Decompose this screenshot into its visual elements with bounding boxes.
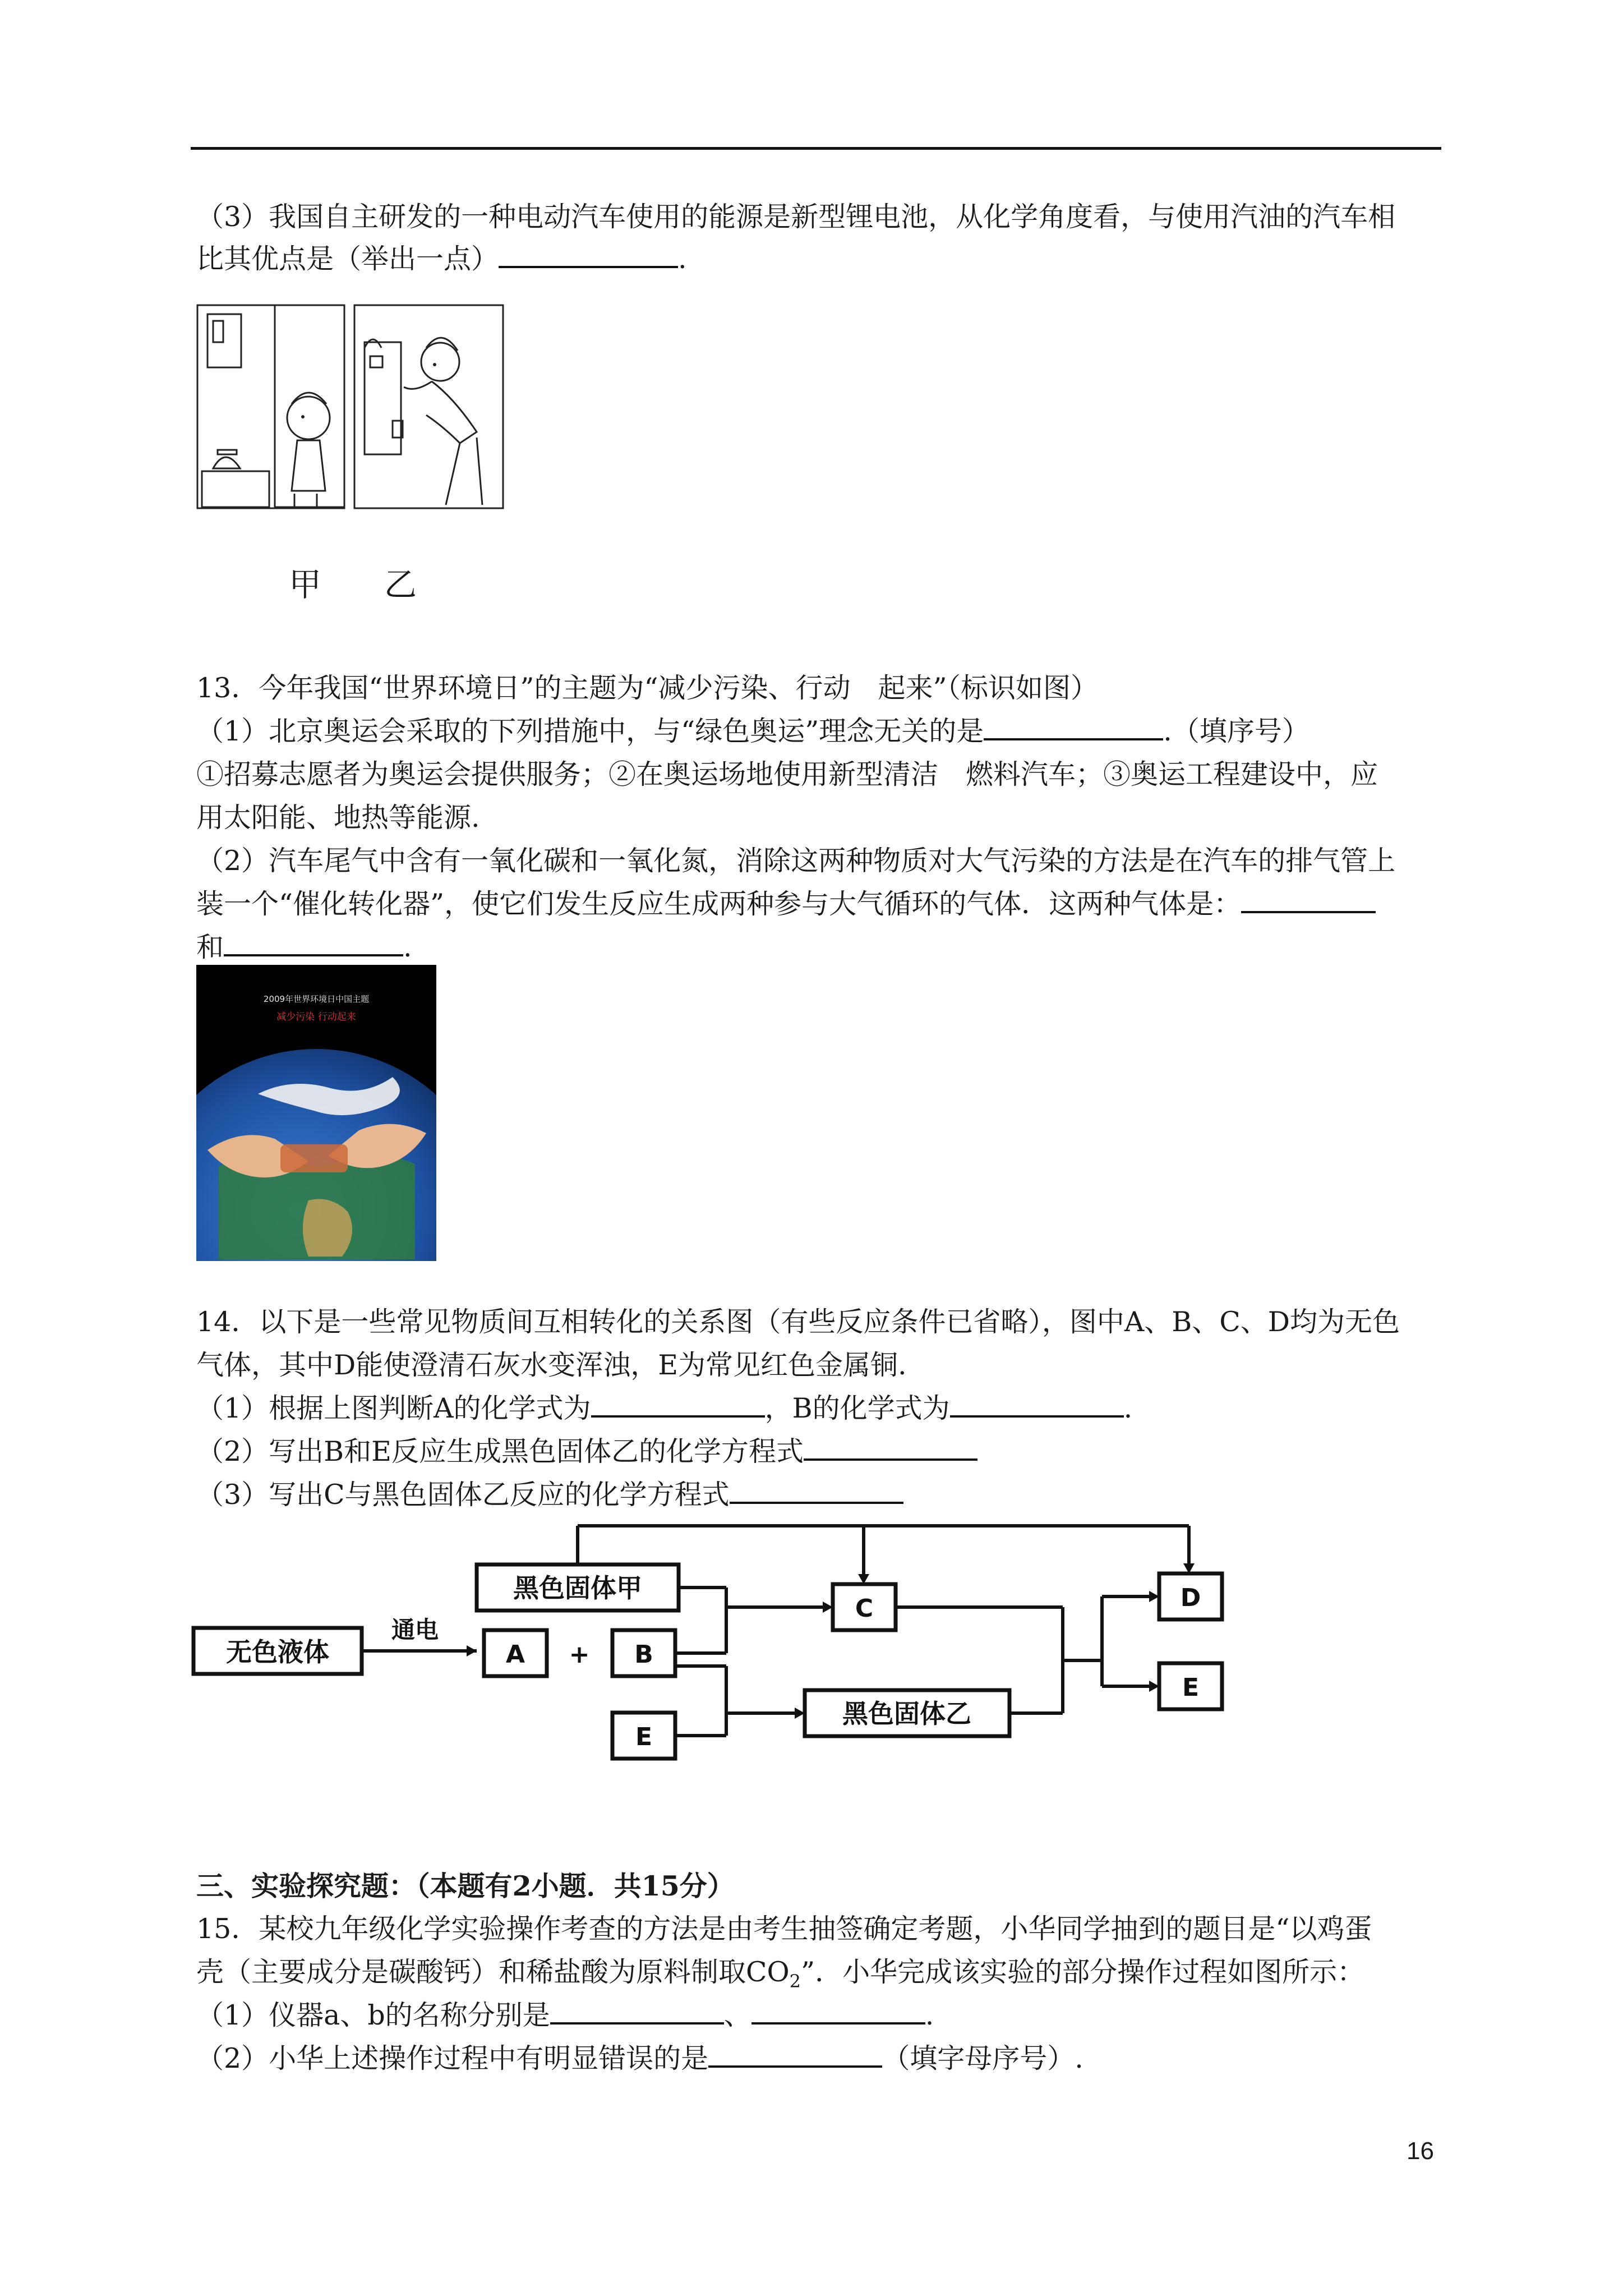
poster-title: 2009年世界环境日中国主题	[263, 994, 370, 1004]
answer-blank	[751, 2000, 925, 2024]
q15-part1: （1）仪器a、b的名称分别是 、 .	[196, 1999, 934, 2031]
section3-heading: 三、实验探究题：（本题有2小题．共15分）	[196, 1870, 735, 1902]
q12-part3-line1: （3）我国自主研发的一种电动汽车使用的能源是新型锂电池，从化学角度看，与使用汽油的汽车相	[196, 201, 1396, 233]
answer-blank	[550, 2000, 724, 2024]
q13-options-line1: ①招募志愿者为奥运会提供服务；②在奥运场地使用新型清洁 燃料汽车；③奥运工程建设中，应	[196, 758, 1378, 790]
q12-part3-prompt: 比其优点是（举出一点）	[196, 243, 499, 275]
answer-blank	[984, 716, 1163, 740]
cartoon-panel-jia	[197, 305, 344, 508]
page-number: 16	[1407, 2137, 1434, 2165]
answer-blank	[499, 243, 678, 268]
q13-part1: （1）北京奥运会采取的下列措施中，与“绿色奥运”理念无关的是 .（填序号）	[196, 715, 1310, 747]
poster-slogan: 减少污染 行动起来	[276, 1011, 356, 1023]
q13-title: 13．今年我国“世界环境日”的主题为“减少污染、行动 起来”（标识如图）	[196, 672, 1099, 704]
label-colorless-liquid: 无色液体	[226, 1637, 329, 1667]
q14-line1: 14．以下是一些常见物质间互相转化的关系图（有些反应条件已省略），图中A、B、C、D均为无色	[196, 1306, 1400, 1338]
answer-blank	[708, 2043, 882, 2068]
label-black-solid-jia: 黑色固体甲	[513, 1573, 642, 1603]
q14-line2: 气体，其中D能使澄清石灰水变浑浊，E为常见红色金属铜.	[196, 1349, 907, 1381]
q12-part3-line2: 比其优点是（举出一点） .	[196, 243, 687, 275]
q14-part1: （1）根据上图判断A的化学式为 ，B的化学式为 .	[196, 1392, 1133, 1424]
q15-line1: 15．某校九年级化学实验操作考查的方法是由考生抽签确定考题，小华同学抽到的题目是“以鸡蛋	[196, 1913, 1372, 1945]
label-electrolysis: 通电	[391, 1616, 439, 1644]
label-a: A	[505, 1640, 525, 1669]
label-b: B	[634, 1640, 653, 1669]
q14-part3: （3）写出C与黑色固体乙反应的化学方程式	[196, 1477, 903, 1513]
q13-part2-line1: （2）汽车尾气中含有一氧化碳和一氧化氮，消除这两种物质对大气污染的方法是在汽车的排气管上	[196, 845, 1396, 877]
answer-blank	[950, 1393, 1124, 1418]
label-plus: +	[569, 1640, 590, 1669]
q13-part2-line2: 装一个“催化转化器”，使它们发生反应生成两种参与大气循环的气体．这两种气体是：	[196, 886, 1376, 922]
answer-blank	[1241, 889, 1376, 913]
answer-blank	[224, 932, 403, 956]
cartoon-illustration	[196, 303, 505, 513]
environment-day-poster	[196, 965, 436, 1261]
answer-blank	[804, 1436, 978, 1461]
q14-part2: （2）写出B和E反应生成黑色固体乙的化学方程式	[196, 1434, 978, 1470]
label-c: C	[855, 1594, 874, 1623]
answer-blank	[591, 1393, 765, 1418]
caption-yi: 乙	[384, 565, 417, 604]
label-black-solid-yi: 黑色固体乙	[842, 1699, 971, 1729]
earth-hands-image	[196, 965, 436, 1261]
header-rule	[191, 147, 1441, 150]
answer-blank	[730, 1479, 903, 1504]
label-d: D	[1180, 1584, 1201, 1612]
substance-conversion-diagram	[191, 1520, 1239, 1784]
q15-part2: （2）小华上述操作过程中有明显错误的是 （填字母序号）.	[196, 2042, 1083, 2074]
q13-part2-line3: 和 .	[196, 931, 412, 963]
label-e-output: E	[1182, 1673, 1200, 1702]
caption-jia: 甲	[289, 565, 322, 604]
label-e: E	[635, 1723, 653, 1751]
q15-line2: 壳（主要成分是碳酸钙）和稀盐酸为原料制取$CO_2$”．小华完成该实验的部分操作过程如图所示：	[196, 1956, 1365, 1992]
q13-options-line2: 用太阳能、地热等能源.	[196, 802, 480, 834]
